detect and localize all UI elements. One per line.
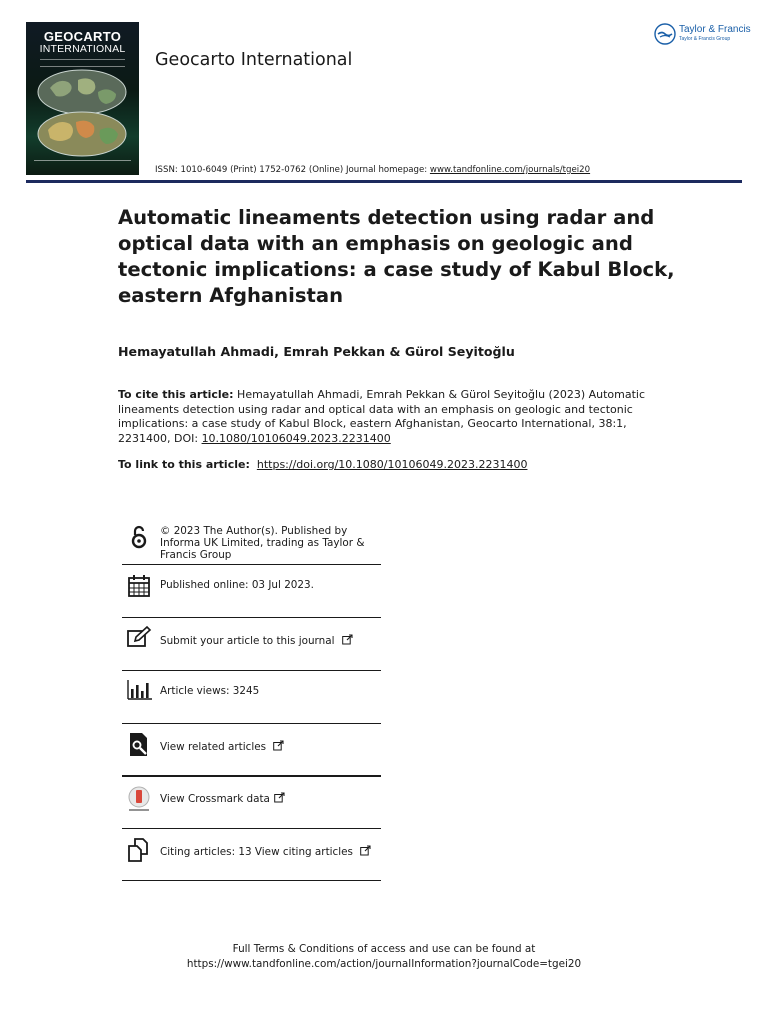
issn-line	[155, 165, 590, 175]
edit-icon	[126, 625, 152, 651]
cover-globe-maps	[26, 68, 139, 160]
search-document-icon	[126, 732, 152, 758]
open-access-icon	[126, 524, 152, 550]
submit-article-label	[160, 634, 353, 648]
panel-divider	[122, 670, 381, 671]
panel-divider	[122, 828, 381, 829]
citing-articles-text: Citing articles: 13 View citing articles	[160, 846, 353, 858]
license-text: © 2023 The Author(s). Published by Informa UK Limited, trading as Taylor & Francis Group	[160, 525, 365, 561]
publisher-logo-icon	[654, 23, 676, 45]
submit-article-text: Submit your article to this journal	[160, 635, 335, 647]
citing-articles-icon	[126, 837, 152, 863]
bar-chart-icon	[126, 677, 152, 703]
journal-name: Geocarto International	[155, 50, 353, 70]
article-doi-link[interactable]: https://doi.org/10.1080/10106049.2023.2231400	[256, 458, 528, 471]
related-articles-text: View related articles	[160, 741, 267, 753]
link-label: To link to this article:	[118, 458, 250, 471]
journal-homepage-link[interactable]: www.tandfonline.com/journals/tgei20	[429, 165, 591, 175]
publisher-name: Taylor & Francis	[679, 24, 751, 35]
article-link-line	[118, 458, 527, 471]
terms-footer	[0, 942, 768, 971]
citation-label: To cite this article:	[118, 388, 234, 401]
published-row	[122, 572, 381, 612]
article-views-text: Article views: 3245	[160, 685, 260, 697]
journal-cover-image	[26, 22, 139, 175]
panel-divider	[122, 564, 381, 565]
published-date: Published online: 03 Jul 2023.	[160, 579, 314, 591]
cover-title: GEOCARTO	[43, 29, 122, 44]
external-link-icon	[274, 792, 285, 803]
issn-text: ISSN: 1010-6049 (Print) 1752-0762 (Online) Journal homepage:	[155, 165, 428, 175]
citation-doi-link[interactable]: 10.1080/10106049.2023.2231400	[201, 431, 391, 445]
header-divider-thick	[26, 181, 742, 183]
related-articles-label	[160, 740, 284, 754]
submit-article-link[interactable]	[122, 624, 381, 664]
crossmark-icon	[126, 786, 152, 812]
external-link-icon	[360, 845, 371, 856]
license-row	[122, 524, 381, 564]
citing-articles-label	[160, 845, 371, 859]
terms-link[interactable]: https://www.tandfonline.com/action/journalInformation?journalCode=tgei20	[186, 957, 582, 970]
citation-text: Hemayatullah Ahmadi, Emrah Pekkan & Gürol Seyitoğlu (2023) Automatic lineaments detection using radar and optical data with an emphasis on geologic and tectonic implications: a case study of Kabul Block, eastern Afghanistan, Geocarto International, 38:1, 2231400, DOI:	[118, 388, 646, 445]
cover-subtitle: INTERNATIONAL	[39, 43, 126, 55]
related-articles-link[interactable]	[122, 730, 381, 770]
citing-articles-link[interactable]	[122, 836, 381, 876]
panel-divider	[122, 880, 381, 881]
article-authors: Hemayatullah Ahmadi, Emrah Pekkan & Gürol Seyitoğlu	[118, 344, 515, 359]
external-link-icon	[273, 740, 284, 751]
panel-divider	[122, 775, 381, 777]
publisher-logo[interactable]	[654, 22, 749, 48]
terms-text: Full Terms & Conditions of access and use can be found at	[232, 943, 536, 955]
cover-decoration	[40, 59, 125, 67]
crossmark-label	[160, 792, 285, 806]
article-title: Automatic lineaments detection using radar and optical data with an emphasis on geologic and tectonic implications: a case study of Kabul Block, eastern Afghanistan	[118, 206, 675, 307]
article-views-row	[122, 676, 381, 716]
cover-footer-line	[34, 160, 131, 164]
external-link-icon	[342, 634, 353, 645]
calendar-icon	[126, 573, 152, 599]
citation-block	[118, 388, 653, 446]
crossmark-link[interactable]	[122, 784, 381, 824]
panel-divider	[122, 723, 381, 724]
panel-divider	[122, 617, 381, 618]
publisher-group: Taylor & Francis Group	[679, 36, 731, 42]
crossmark-text: View Crossmark data	[160, 793, 270, 805]
